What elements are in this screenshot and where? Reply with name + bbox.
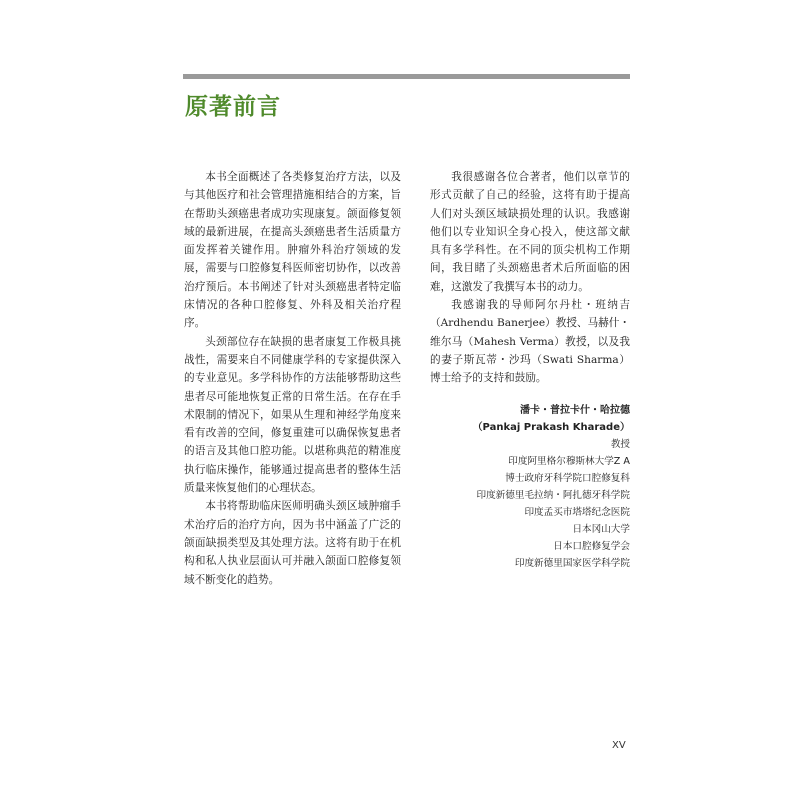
left-column <box>184 168 401 589</box>
paragraph: 本书全面概述了各类修复治疗方法，以及与其他医疗和社会管理措施相结合的方案，旨在帮助头颈癌患者成功实现康复。颌面修复领域的最新进展，在提高头颈癌患者生活质量方面发挥着关键作用。肿瘤外科治疗领域的发展，需要与口腔修复科医师密切协作，以改善治疗预后。本书阐述了针对头颈癌患者特定临床情况的各种口腔修复、外科及相关治疗程序。 <box>184 171 401 330</box>
header-rule <box>183 74 630 79</box>
author-signature <box>430 402 630 572</box>
paragraph: 头颈部位存在缺损的患者康复工作极具挑战性，需要来自不同健康学科的专家提供深入的专业意见。多学科协作的方法能够帮助这些患者尽可能地恢复正常的日常生活。在存在手术限制的情况下，如果从生理和神经学角度来看有改善的空间，修复重建可以确保恢复患者的语言及其他口腔功能。以堪称典范的精准度执行临床操作，能够通过提高患者的整体生活质量来恢复他们的心理状态。 <box>184 335 401 495</box>
paragraph: 本书将帮助临床医师明确头颈区域肿瘤手术治疗后的治疗方向，因为书中涵盖了广泛的颌面缺损类型及其处理方法。这将有助于在机构和私人执业层面认可并融入颌面口腔修复领域不断变化的趋势。 <box>184 500 401 586</box>
author-credential: 日本口腔修复学会 <box>553 540 630 552</box>
author-credential: 印度新德里毛拉纳・阿扎德牙科学院 <box>476 489 630 501</box>
author-credential: 教授 <box>610 438 630 450</box>
page-number: XV <box>612 740 626 751</box>
author-credential: 日本冈山大学 <box>572 523 630 535</box>
paragraph: 我感谢我的导师阿尔丹杜・班纳吉（Ardhendu Banerjee）教授、马赫什・维尔马（Mahesh Verma）教授，以及我的妻子斯瓦蒂・沙玛（Swati Sharma）博士给予的支持和鼓励。 <box>430 299 630 385</box>
author-credential: 印度新德里国家医学科学院 <box>514 557 630 569</box>
page-title: 原著前言 <box>185 94 281 120</box>
right-column <box>430 168 630 572</box>
author-credential: 印度孟买市塔塔纪念医院 <box>524 506 630 518</box>
paragraph: 我很感谢各位合著者，他们以章节的形式贡献了自己的经验，这将有助于提高人们对头颈区域缺损处理的认识。我感谢他们以专业知识全身心投入，使这部文献具有多学科性。在不同的顶尖机构工作期间，我目睹了头颈癌患者术后所面临的困难，这激发了我撰写本书的动力。 <box>430 171 630 293</box>
author-credential: 印度阿里格尔穆斯林大学Z A <box>508 455 630 467</box>
author-name-english: （Pankaj Prakash Kharade） <box>472 421 630 433</box>
author-name-chinese: 潘卡・普拉卡什・哈拉德 <box>520 404 630 416</box>
author-credential: 博士政府牙科学院口腔修复科 <box>505 472 630 484</box>
